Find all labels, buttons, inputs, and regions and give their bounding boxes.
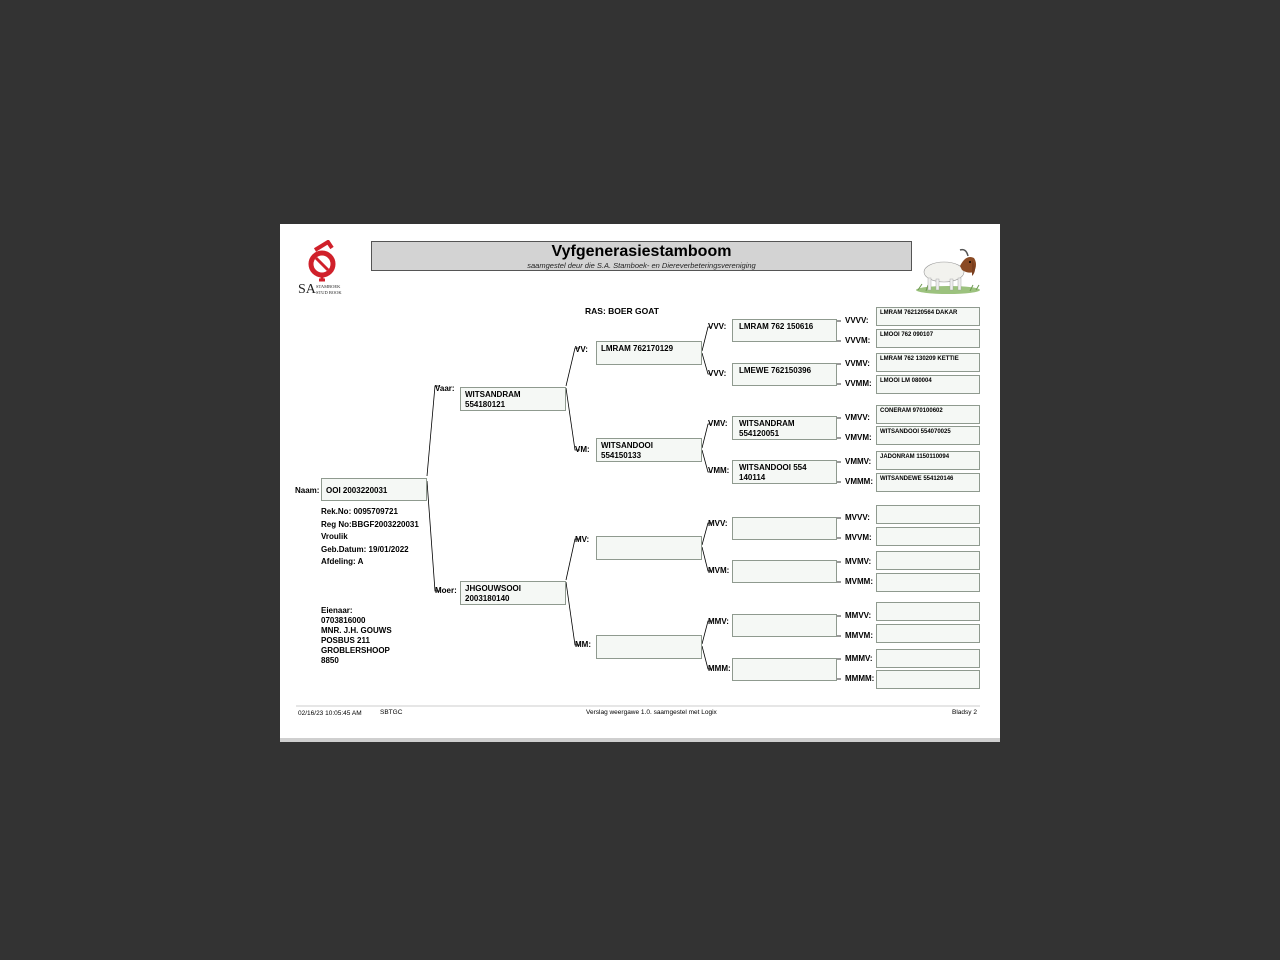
gen4-box-6: WITSANDOOI 554070025 [876,426,980,445]
gen2-label-mv: MV: [575,535,590,544]
owner-heading: Eienaar: [321,606,353,615]
gen3-label-2: VVV: [708,369,727,378]
footer-timestamp: 02/16/23 10:05:45 AM [298,710,362,717]
gen4-box-14 [876,624,980,643]
gen2-box-mm [596,635,702,659]
gen4-box-16 [876,670,980,689]
gen2-box-vv: LMRAM 762170129 [596,341,702,365]
gen4-label-13: MMVV: [845,611,872,620]
gen3-box-8 [732,658,837,681]
owner-address-2: GROBLERSHOOP [321,646,390,655]
gen4-box-12 [876,573,980,592]
breed-label: RAS: BOER GOAT [585,306,659,316]
gen3-label-3: VMV: [708,419,728,428]
pedigree-page [280,224,1000,742]
gen3-label-7: MMV: [708,617,729,626]
gen4-box-2: LMOOI 762 090107 [876,329,980,348]
gen4-box-8: WITSANDEWE 554120146 [876,473,980,492]
gen3-label-1: VVV: [708,322,727,331]
gen4-label-8: VMMM: [845,477,873,486]
gen3-box-1: LMRAM 762 150616 [732,319,837,342]
gen4-box-5: CONERAM 970100602 [876,405,980,424]
gen2-label-mm: MM: [575,640,591,649]
gen2-label-vv: VV: [575,345,588,354]
dam-box: JHGOUWSOOI 2003180140 [460,581,566,605]
gen3-label-6: MVM: [708,566,730,575]
gen3-box-7 [732,614,837,637]
gen4-label-15: MMMV: [845,654,873,663]
logo-small-2: STUD BOOK [316,290,342,295]
footer-version: Verslag weergawe 1.0. saamgestel met Logix [586,709,717,716]
division: Afdeling: A [321,557,364,566]
dam-label: Moer: [435,586,457,595]
gen3-label-8: MMM: [708,664,731,673]
reg-no: Reg No:BBGF2003220031 [321,519,419,529]
gen2-box-mv [596,536,702,560]
gen4-box-11 [876,551,980,570]
gen4-box-13 [876,602,980,621]
gen3-label-5: MVV: [708,519,728,528]
gen4-box-9 [876,505,980,524]
gen4-label-3: VVMV: [845,359,870,368]
animal-name-box: OOI 2003220031 [321,478,427,501]
gen4-label-5: VMVV: [845,413,870,422]
rek-no: Rek.No: 0095709721 [321,507,398,516]
logo-text: SA [298,282,316,297]
sex: Vroulik [321,532,348,541]
gen4-label-12: MVMM: [845,577,873,586]
gen3-box-6 [732,560,837,583]
gen4-box-3: LMRAM 762 130209 KETTIE [876,353,980,372]
gen4-label-16: MMMM: [845,674,875,683]
page-title: Vyfgenerasiestamboom [551,243,732,260]
owner-address-1: POSBUS 211 [321,636,370,645]
gen4-box-15 [876,649,980,668]
gen3-label-4: VMM: [708,466,730,475]
gen3-box-4: WITSANDOOI 554 140114 [732,460,837,484]
gen4-box-1: LMRAM 762120564 DAKAR [876,307,980,326]
birth-date: Geb.Datum: 19/01/2022 [321,544,409,554]
name-label: Naam: [295,486,320,495]
gen2-label-vm: VM: [575,445,590,454]
gen4-label-11: MVMV: [845,557,872,566]
gen4-label-1: VVVV: [845,316,869,325]
owner-name: MNR. J.H. GOUWS [321,626,392,635]
gen4-label-9: MVVV: [845,513,870,522]
gen4-label-4: VVMM: [845,379,872,388]
gen4-box-7: JADONRAM 1150110094 [876,451,980,470]
gen4-label-7: VMMV: [845,457,872,466]
gen4-label-10: MVVM: [845,533,872,542]
gen3-box-2: LMEWE 762150396 [732,363,837,386]
footer-page-number: Bladsy 2 [952,709,977,716]
owner-number: 0703816000 [321,616,366,625]
gen4-box-4: LMOOI LM 080004 [876,375,980,394]
page-subtitle: saamgestel deur die S.A. Stamboek- en Diereverbeteringsvereniging [527,261,756,270]
logo-small-1: STAMBOEK [316,284,341,289]
footer-code: SBTGC [380,709,403,716]
gen4-box-10 [876,527,980,546]
gen4-label-14: MMVM: [845,631,873,640]
gen3-box-3: WITSANDRAM 554120051 [732,416,837,440]
sire-label: Vaar: [435,384,455,393]
owner-postcode: 8850 [321,656,339,665]
gen2-box-vm: WITSANDOOI 554150133 [596,438,702,462]
gen4-label-2: VVVM: [845,336,871,345]
sire-box: WITSANDRAM 554180121 [460,387,566,411]
gen3-box-5 [732,517,837,540]
gen4-label-6: VMVM: [845,433,872,442]
